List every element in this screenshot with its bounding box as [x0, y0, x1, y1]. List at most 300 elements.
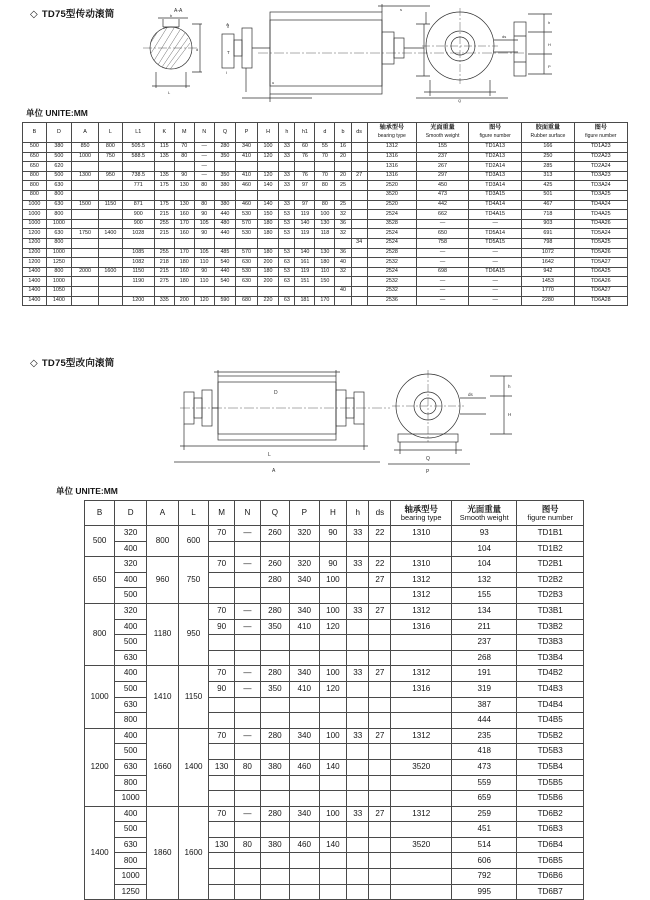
diamond-bullet-icon-2: ◇	[30, 358, 38, 369]
cell-B: 800	[23, 190, 47, 200]
section-title-bend-pulley	[30, 355, 114, 369]
cell-fig2: TD3A25	[574, 190, 627, 200]
cell-B: 1000	[23, 210, 47, 220]
cell-fig2: TD6A27	[574, 286, 627, 296]
cell-smooth: 191	[452, 666, 517, 682]
cell-smooth: 132	[452, 572, 517, 588]
cell-N	[235, 869, 260, 885]
cell-bearing	[391, 697, 452, 713]
cell-H	[319, 791, 347, 807]
cell-ds: 27	[369, 572, 391, 588]
cell-Q	[260, 697, 289, 713]
cell-P	[290, 853, 319, 869]
cell-h1: 76	[295, 152, 315, 162]
cell-h	[347, 853, 369, 869]
cell-N: —	[194, 171, 214, 181]
cell-Q: 440	[214, 229, 236, 239]
cell-N: 80	[235, 837, 260, 853]
cell-N: —	[235, 728, 260, 744]
svg-text:ds: ds	[502, 34, 507, 39]
cell-B: 1200	[23, 238, 47, 248]
th2-smooth-weight-en: Smooth weight	[459, 512, 509, 522]
th2-bearing-type	[391, 501, 452, 526]
cell-ds	[369, 681, 391, 697]
svg-text:P: P	[426, 469, 430, 475]
cell-N: 105	[194, 248, 214, 258]
cell-Q	[260, 791, 289, 807]
cell-A: 1180	[147, 603, 179, 665]
cell-H	[257, 162, 279, 172]
table-row	[85, 806, 584, 822]
cell-P	[290, 713, 319, 729]
cell-d	[315, 190, 335, 200]
cell-smooth: 995	[452, 884, 517, 900]
cell-bearing: 1316	[391, 681, 452, 697]
table-row	[23, 286, 628, 296]
cell-h: 33	[347, 526, 369, 542]
cell-L: 1600	[99, 267, 123, 277]
cell-bearing: 3520	[391, 837, 452, 853]
cell-h: 33	[279, 171, 295, 181]
cell-L: 750	[99, 152, 123, 162]
cell-fig1: TD2A13	[469, 152, 522, 162]
cell-P: 320	[290, 557, 319, 573]
cell-fig2: TD6A25	[574, 267, 627, 277]
cell-A: 2000	[72, 267, 99, 277]
svg-text:d: d	[196, 47, 199, 52]
cell-ds	[369, 635, 391, 651]
table-row	[23, 143, 628, 153]
svg-text:D: D	[274, 390, 278, 396]
cell-Q: 280	[260, 572, 289, 588]
cell-A	[72, 181, 99, 191]
cell-ds	[351, 286, 367, 296]
cell-P: 410	[236, 152, 258, 162]
cell-d: 80	[315, 181, 335, 191]
cell-bearing: 1310	[391, 526, 452, 542]
cell-h	[279, 238, 295, 248]
cell-d: 170	[315, 296, 335, 306]
cell-N	[235, 588, 260, 604]
cell-M: 90	[209, 619, 235, 635]
cell-Q	[260, 713, 289, 729]
cell-fig: TD6B7	[517, 884, 584, 900]
cell-P: 530	[236, 210, 258, 220]
cell-M: 70	[209, 806, 235, 822]
cell-rubber: 718	[522, 210, 574, 220]
cell-H: 100	[319, 572, 347, 588]
cell-d: 100	[315, 210, 335, 220]
cell-bearing: 1312	[391, 603, 452, 619]
th-h: h	[279, 123, 295, 143]
cell-N	[194, 190, 214, 200]
cell-ds	[351, 162, 367, 172]
cell-M: 160	[174, 210, 194, 220]
cell-fig1: TD3A15	[469, 190, 522, 200]
cell-H: 120	[319, 619, 347, 635]
cell-M: 130	[174, 200, 194, 210]
cell-ds	[369, 541, 391, 557]
cell-D: 1000	[115, 869, 147, 885]
cell-rubber: 467	[522, 200, 574, 210]
cell-A	[72, 248, 99, 258]
cell-smooth: 450	[417, 181, 469, 191]
cell-h	[347, 775, 369, 791]
th2-figure-number-en: figure number	[527, 512, 573, 522]
cell-h	[347, 837, 369, 853]
cell-B: 1000	[23, 200, 47, 210]
cell-h1: 76	[295, 171, 315, 181]
cell-h1: 119	[295, 229, 315, 239]
cell-N: —	[194, 162, 214, 172]
drive-pulley-spec-table	[22, 122, 628, 306]
cell-smooth: 237	[452, 635, 517, 651]
cell-P: 630	[236, 277, 258, 287]
th2-bearing-type-en: bearing type	[400, 512, 442, 522]
cell-fig: TD5B3	[517, 744, 584, 760]
cell-L	[99, 162, 123, 172]
cell-h: 53	[279, 267, 295, 277]
cell-Q: 380	[214, 200, 236, 210]
cell-h	[347, 759, 369, 775]
cell-b: 25	[335, 200, 351, 210]
cell-P: 460	[236, 181, 258, 191]
cell-fig1: TD1A13	[469, 143, 522, 153]
cell-fig1: —	[469, 219, 522, 229]
cell-A: 1500	[72, 200, 99, 210]
cell-h	[347, 697, 369, 713]
cell-b: 36	[335, 248, 351, 258]
cell-fig1: TD4A15	[469, 210, 522, 220]
cell-d	[315, 238, 335, 248]
cell-fig1: TD5A14	[469, 229, 522, 239]
cell-M: 70	[209, 603, 235, 619]
th2-figure-number	[517, 501, 584, 526]
cell-smooth: 514	[452, 837, 517, 853]
cell-smooth: 606	[452, 853, 517, 869]
svg-text:L: L	[268, 452, 271, 458]
cell-P: 340	[290, 666, 319, 682]
cell-h	[347, 635, 369, 651]
cell-fig: TD4B5	[517, 713, 584, 729]
cell-D: 400	[115, 666, 147, 682]
cell-H: 120	[257, 171, 279, 181]
cell-smooth: 104	[452, 557, 517, 573]
cell-d: 118	[315, 229, 335, 239]
cell-ds: 27	[351, 171, 367, 181]
cell-fig: TD4B4	[517, 697, 584, 713]
cell-smooth: 211	[452, 619, 517, 635]
cell-h	[347, 650, 369, 666]
cell-bearing	[391, 853, 452, 869]
cell-fig: TD5B6	[517, 791, 584, 807]
cell-P	[290, 697, 319, 713]
cell-ds	[351, 210, 367, 220]
cell-b: 25	[335, 181, 351, 191]
cell-K: 215	[154, 267, 174, 277]
cell-P: 570	[236, 248, 258, 258]
cell-d: 130	[315, 219, 335, 229]
cell-N: —	[235, 681, 260, 697]
cell-h	[347, 869, 369, 885]
cell-N: 90	[194, 229, 214, 239]
cell-H: 180	[257, 229, 279, 239]
cell-h: 63	[279, 296, 295, 306]
cell-K: 115	[154, 143, 174, 153]
cell-smooth: —	[417, 277, 469, 287]
cell-A: 1660	[147, 728, 179, 806]
cell-ds	[369, 759, 391, 775]
cell-P: 460	[290, 837, 319, 853]
cell-fig1: TD2A14	[469, 162, 522, 172]
cell-fig1: —	[469, 296, 522, 306]
cell-P: 530	[236, 229, 258, 239]
cell-ds	[369, 697, 391, 713]
cell-ds: 27	[369, 728, 391, 744]
cell-b	[335, 238, 351, 248]
cell-ds: 27	[369, 603, 391, 619]
cell-A	[72, 190, 99, 200]
cell-smooth: —	[417, 286, 469, 296]
cell-M	[174, 238, 194, 248]
cell-h1	[295, 286, 315, 296]
cell-A: 1000	[72, 152, 99, 162]
cell-fig: TD2B1	[517, 557, 584, 573]
cell-H: 200	[257, 258, 279, 268]
cell-L: 950	[178, 603, 208, 665]
cell-L	[99, 238, 123, 248]
cell-fig: TD3B3	[517, 635, 584, 651]
cell-N	[235, 884, 260, 900]
th-smooth-weight	[417, 123, 469, 143]
th2-figure-number-cn: 图号	[541, 503, 559, 514]
cell-H	[319, 635, 347, 651]
cell-fig2: TD4A24	[574, 200, 627, 210]
cell-rubber: 1453	[522, 277, 574, 287]
cell-Q: 260	[260, 557, 289, 573]
th-K: K	[154, 123, 174, 143]
cell-smooth: 662	[417, 210, 469, 220]
cell-Q: 280	[260, 728, 289, 744]
cell-P: 340	[290, 603, 319, 619]
cell-Q	[260, 650, 289, 666]
th-ds: ds	[351, 123, 367, 143]
cell-H	[319, 713, 347, 729]
cell-P	[236, 190, 258, 200]
th-A: A	[72, 123, 99, 143]
cell-rubber: 313	[522, 171, 574, 181]
cell-smooth: 134	[452, 603, 517, 619]
cell-b: 20	[335, 152, 351, 162]
cell-M: 170	[174, 219, 194, 229]
cell-L: 1400	[99, 229, 123, 239]
cell-M: 70	[209, 728, 235, 744]
cell-L: 1600	[178, 806, 208, 900]
cell-P	[290, 791, 319, 807]
cell-ds	[351, 248, 367, 258]
cell-D: 400	[115, 619, 147, 635]
cell-L1: 871	[122, 200, 154, 210]
cell-bearing: 2520	[367, 200, 416, 210]
cell-M	[209, 713, 235, 729]
cell-A	[72, 238, 99, 248]
cell-Q	[260, 884, 289, 900]
cell-bearing	[391, 822, 452, 838]
cell-Q: 440	[214, 210, 236, 220]
cell-D: 800	[115, 713, 147, 729]
cell-P: 410	[290, 619, 319, 635]
cell-smooth: 268	[452, 650, 517, 666]
table-row	[23, 296, 628, 306]
th-bearing-type-en: bearing type	[377, 133, 406, 140]
cell-H: 180	[257, 248, 279, 258]
cell-smooth: 451	[452, 822, 517, 838]
cell-M: 170	[174, 248, 194, 258]
th2-P: P	[290, 501, 319, 526]
svg-text:u: u	[272, 80, 275, 85]
cell-H: 90	[319, 557, 347, 573]
cell-h: 33	[347, 666, 369, 682]
cell-ds	[351, 277, 367, 287]
cell-H	[319, 588, 347, 604]
cell-P	[290, 650, 319, 666]
th-figure-number-1-cn: 图号	[489, 124, 502, 132]
cell-N	[194, 238, 214, 248]
cell-b	[335, 296, 351, 306]
cell-b: 32	[335, 229, 351, 239]
cell-H	[319, 884, 347, 900]
cell-Q: 380	[214, 181, 236, 191]
cell-smooth: 559	[452, 775, 517, 791]
cell-d: 80	[315, 200, 335, 210]
th-figure-number-2-cn: 图号	[594, 124, 607, 132]
cell-ds: 22	[369, 526, 391, 542]
cell-L1: 1190	[122, 277, 154, 287]
cell-ds	[369, 853, 391, 869]
cell-M: 130	[174, 181, 194, 191]
cell-H	[319, 650, 347, 666]
cell-M	[209, 791, 235, 807]
th-B: B	[23, 123, 47, 143]
cell-L1	[122, 238, 154, 248]
cell-h: 53	[279, 248, 295, 258]
cell-h: 33	[347, 603, 369, 619]
cell-D: 1250	[46, 258, 71, 268]
cell-P: 320	[290, 526, 319, 542]
svg-text:h: h	[548, 20, 551, 25]
cell-fig: TD6B5	[517, 853, 584, 869]
cell-D: 800	[115, 775, 147, 791]
cell-M	[209, 572, 235, 588]
cell-ds	[369, 650, 391, 666]
cell-Q	[214, 238, 236, 248]
cell-L	[99, 286, 123, 296]
cell-L	[99, 258, 123, 268]
cell-D: 1400	[46, 296, 71, 306]
cell-B: 1000	[23, 219, 47, 229]
cell-D: 500	[115, 588, 147, 604]
cell-B: 1200	[23, 248, 47, 258]
cell-B: 650	[85, 557, 115, 604]
th-Q: Q	[214, 123, 236, 143]
cell-fig2: TD5A27	[574, 258, 627, 268]
cell-Q	[260, 869, 289, 885]
cell-L	[99, 248, 123, 258]
cell-bearing	[391, 744, 452, 760]
cell-H: 140	[257, 181, 279, 191]
cell-ds: 34	[351, 238, 367, 248]
cell-rubber: 1642	[522, 258, 574, 268]
cell-smooth: 659	[452, 791, 517, 807]
svg-text:A: A	[272, 468, 276, 474]
cell-L	[99, 181, 123, 191]
cell-P: 460	[236, 200, 258, 210]
svg-text:L: L	[168, 90, 171, 95]
cell-A	[72, 210, 99, 220]
cell-M	[174, 162, 194, 172]
cell-B: 800	[85, 603, 115, 665]
cell-P: 460	[290, 759, 319, 775]
cell-ds	[369, 822, 391, 838]
th-rubber-surface-cn: 胶面重量	[535, 124, 561, 132]
svg-text:ds: ds	[468, 392, 473, 397]
cell-d: 70	[315, 152, 335, 162]
cell-L1: 1082	[122, 258, 154, 268]
cell-fig2: TD5A25	[574, 238, 627, 248]
cell-M	[209, 884, 235, 900]
cell-H: 140	[319, 759, 347, 775]
cell-L1: 900	[122, 210, 154, 220]
cell-M: 160	[174, 229, 194, 239]
cell-L1: 588.5	[122, 152, 154, 162]
cell-M: 160	[174, 267, 194, 277]
cell-ds	[369, 744, 391, 760]
cell-N: 90	[194, 267, 214, 277]
cell-h1: 60	[295, 143, 315, 153]
cell-fig2: TD2A23	[574, 152, 627, 162]
diamond-bullet-icon: ◇	[30, 9, 38, 20]
cell-smooth: —	[417, 258, 469, 268]
cell-rubber: 166	[522, 143, 574, 153]
cell-rubber: 903	[522, 219, 574, 229]
cell-L1: 738.5	[122, 171, 154, 181]
cell-M: 200	[174, 296, 194, 306]
cell-ds	[369, 837, 391, 853]
cell-N	[194, 286, 214, 296]
cell-H: 100	[257, 143, 279, 153]
cell-fig: TD6B6	[517, 869, 584, 885]
cell-K: 218	[154, 258, 174, 268]
cell-h1	[295, 162, 315, 172]
cell-B: 1400	[23, 286, 47, 296]
cell-Q: 440	[214, 267, 236, 277]
cell-Q: 280	[260, 666, 289, 682]
cell-K: 255	[154, 219, 174, 229]
cell-smooth: 758	[417, 238, 469, 248]
cell-smooth: 418	[452, 744, 517, 760]
cell-smooth: 319	[452, 681, 517, 697]
cell-ds	[351, 152, 367, 162]
th-bearing-type-cn: 轴承型号	[379, 124, 405, 132]
cell-ds	[351, 267, 367, 277]
cell-bearing: 3528	[367, 219, 416, 229]
th-figure-number-2	[574, 123, 627, 143]
cell-K	[154, 190, 174, 200]
cell-H: 120	[319, 681, 347, 697]
cell-fig1: —	[469, 286, 522, 296]
drive-table-body	[23, 143, 628, 306]
th-smooth-weight-cn: 光面重量	[430, 124, 455, 132]
